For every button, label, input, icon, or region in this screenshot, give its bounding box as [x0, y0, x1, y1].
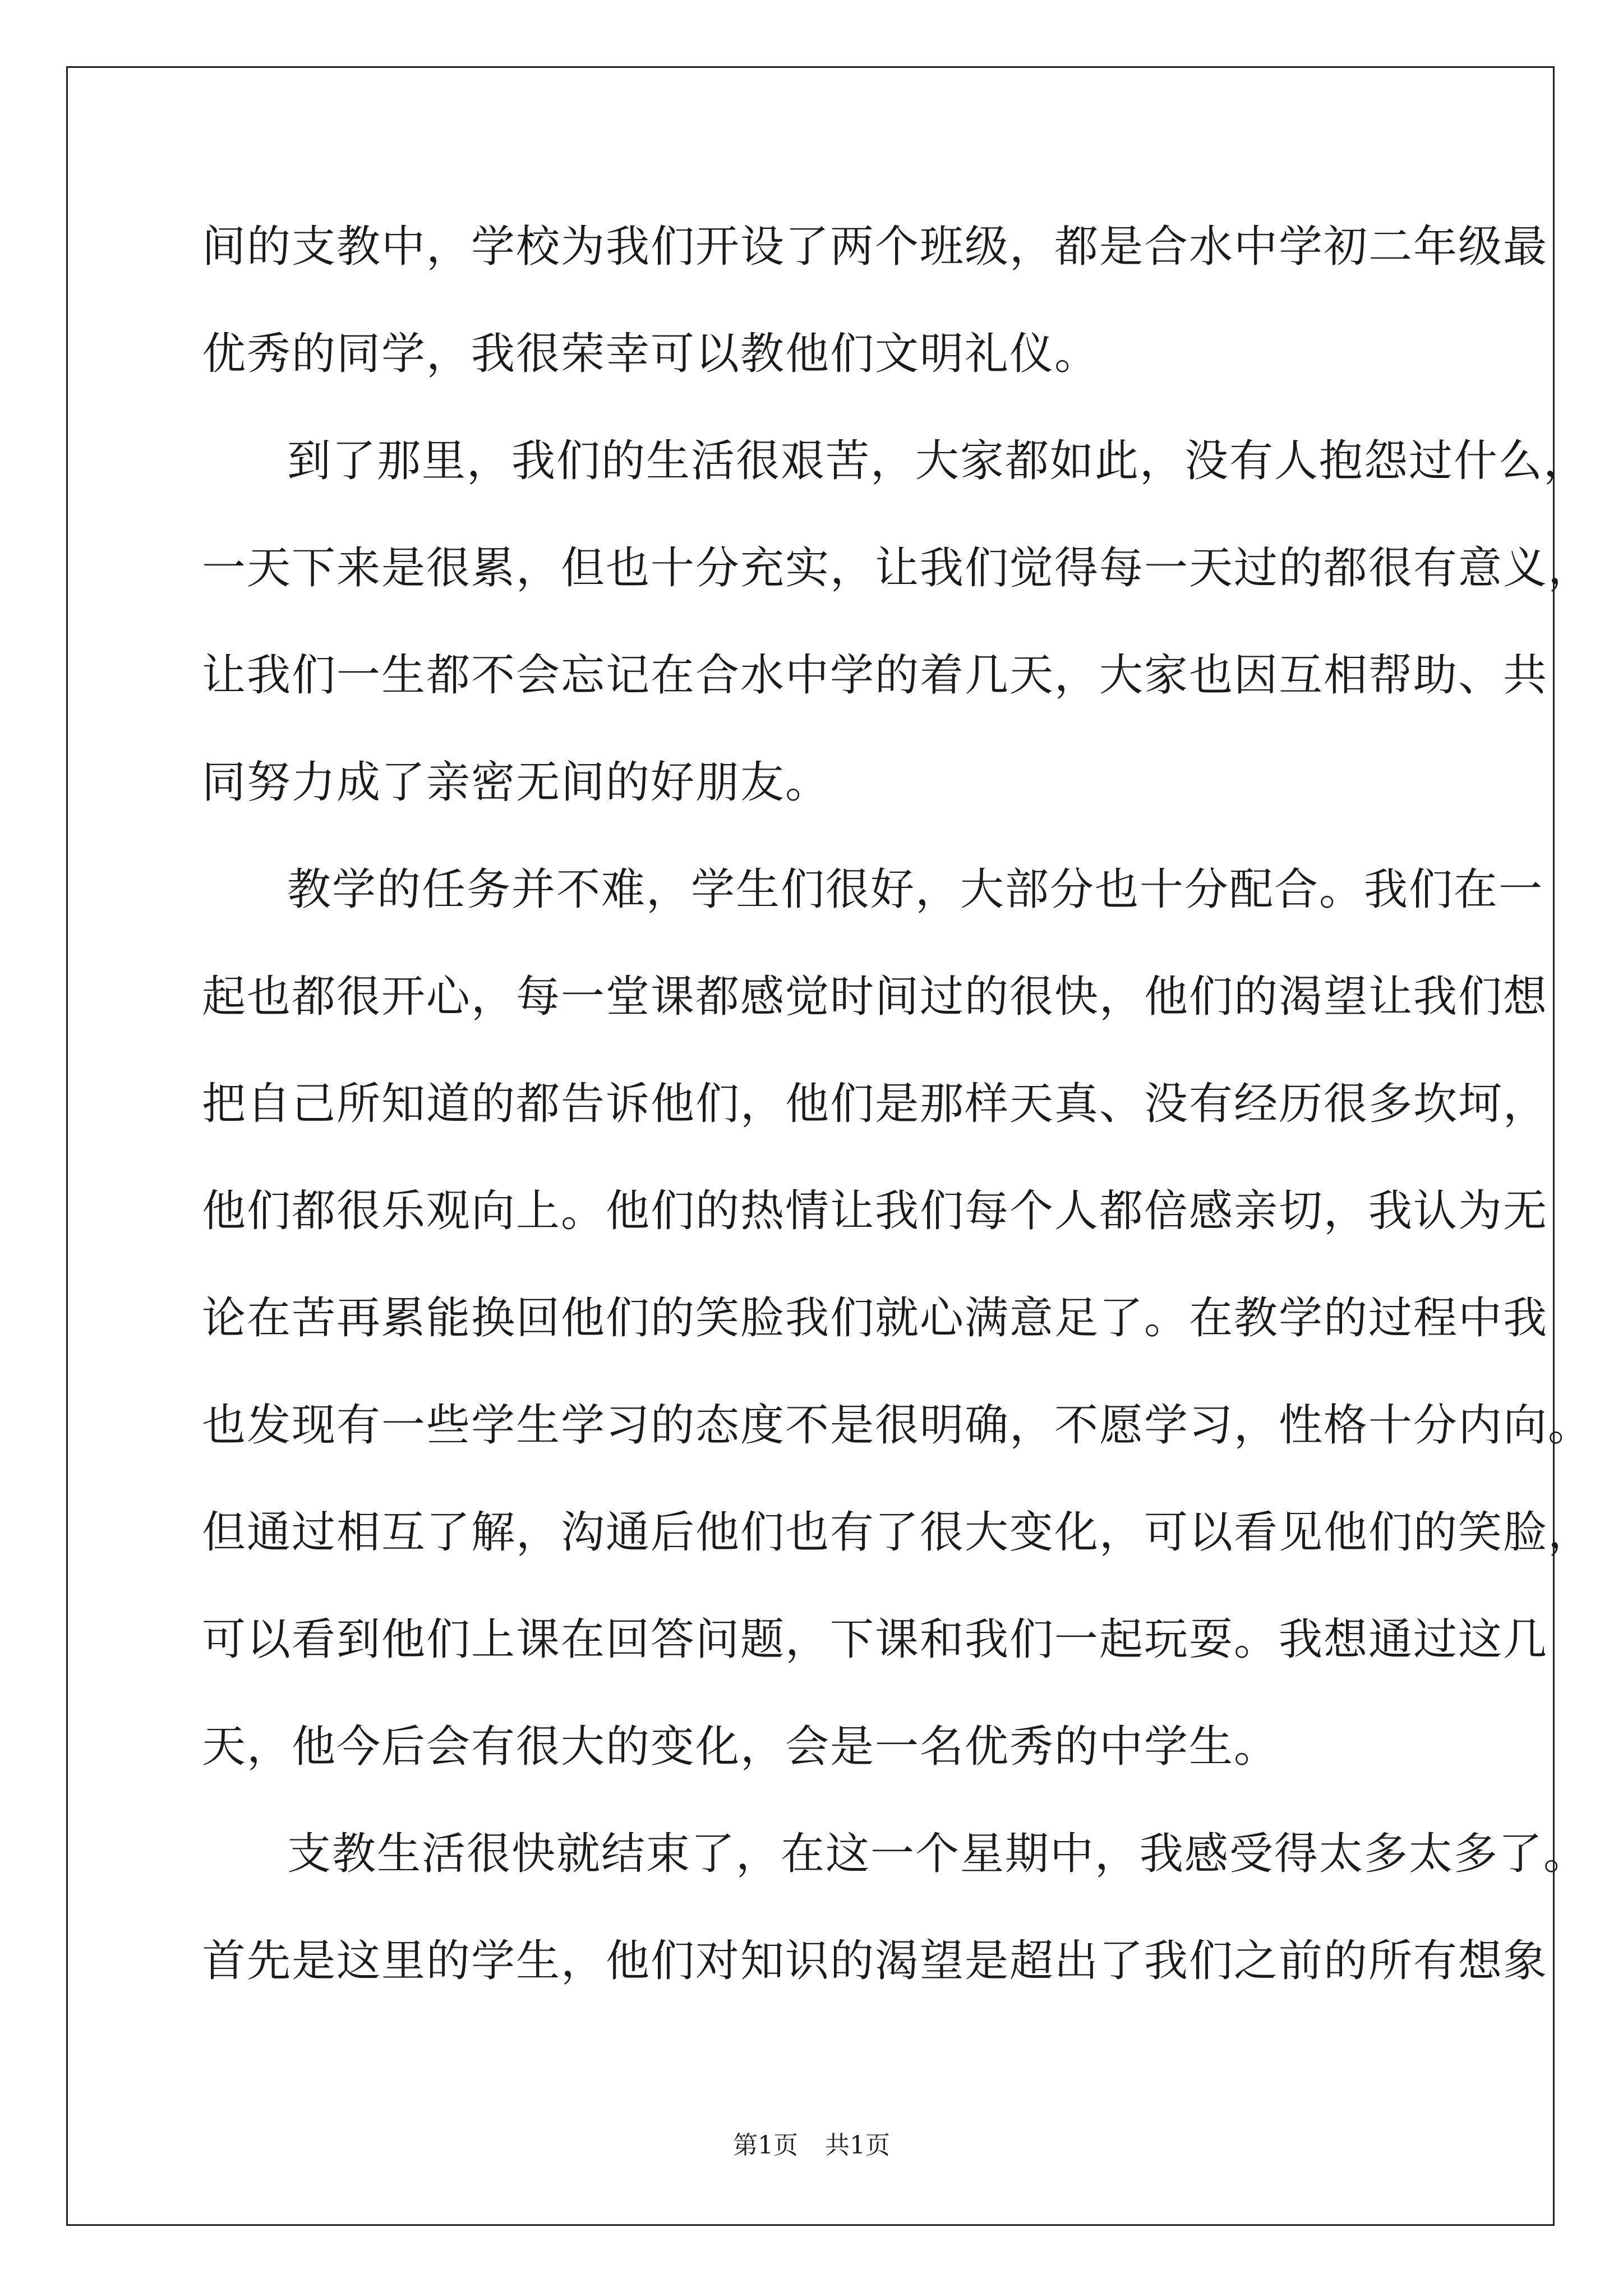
- text-line: 支教生活很快就结束了，在这一个星期中，我感受得太多太多了。: [287, 1829, 1589, 1879]
- text-line: 到了那里，我们的生活很艰苦，大家都如此，没有人抱怨过什么，: [287, 436, 1589, 486]
- page-footer: [0, 2129, 1623, 2162]
- text-line: 起也都很开心，每一堂课都感觉时间过的很快，他们的渴望让我们想: [202, 972, 1548, 1022]
- text-line: 优秀的同学，我很荣幸可以教他们文明礼仪。: [202, 329, 1100, 379]
- text-line: 论在苦再累能换回他们的笑脸我们就心满意足了。在教学的过程中我: [202, 1293, 1548, 1343]
- text-line: 让我们一生都不会忘记在合水中学的着几天，大家也因互相帮助、共: [202, 650, 1548, 701]
- text-line: 首先是这里的学生，他们对知识的渴望是超出了我们之前的所有想象: [202, 1936, 1548, 1986]
- text-line: 间的支教中，学校为我们开设了两个班级，都是合水中学初二年级最: [202, 222, 1548, 272]
- text-line: 他们都很乐观向上。他们的热情让我们每个人都倍感亲切，我认为无: [202, 1186, 1548, 1236]
- text-line: 但通过相互了解，沟通后他们也有了很大变化，可以看见他们的笑脸，: [202, 1507, 1593, 1558]
- text-line: 把自己所知道的都告诉他们，他们是那样天真、没有经历很多坎坷，: [202, 1079, 1548, 1129]
- text-line: 一天下来是很累，但也十分充实，让我们觉得每一天过的都很有意义，: [202, 543, 1593, 593]
- text-line: 同努力成了亲密无间的好朋友。: [202, 757, 831, 808]
- text-line: 教学的任务并不难，学生们很好，大部分也十分配合。我们在一: [287, 864, 1544, 915]
- text-line: 天，他今后会有很大的变化，会是一名优秀的中学生。: [202, 1722, 1279, 1772]
- page-total: 共1页: [825, 2131, 890, 2160]
- text-line: 可以看到他们上课在回答问题，下课和我们一起玩耍。我想通过这几: [202, 1614, 1548, 1665]
- page-number: 第1页: [733, 2131, 798, 2160]
- text-line: 也发现有一些学生学习的态度不是很明确，不愿学习，性格十分内向。: [202, 1400, 1593, 1451]
- document-body: [202, 219, 1593, 2040]
